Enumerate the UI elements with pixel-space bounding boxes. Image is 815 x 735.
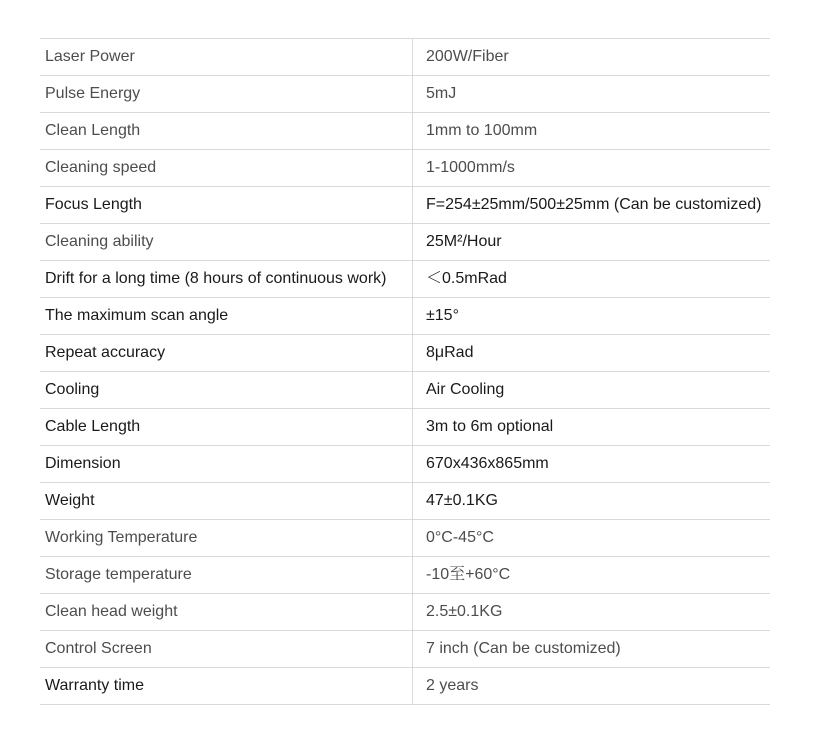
row-value: 0°C-45°C xyxy=(413,520,771,557)
row-label: Cleaning ability xyxy=(40,224,413,261)
row-label: Clean head weight xyxy=(40,594,413,631)
row-value: 47±0.1KG xyxy=(413,483,771,520)
row-label: Working Temperature xyxy=(40,520,413,557)
row-value: 200W/Fiber xyxy=(413,39,771,76)
row-label: Laser Power xyxy=(40,39,413,76)
row-value: -10至+60°C xyxy=(413,557,771,594)
table-row xyxy=(40,372,770,409)
row-value: 25M²/Hour xyxy=(413,224,771,261)
row-value: 3m to 6m optional xyxy=(413,409,771,446)
row-label: Storage temperature xyxy=(40,557,413,594)
table-row xyxy=(40,557,770,594)
row-label: Cleaning speed xyxy=(40,150,413,187)
row-label: Pulse Energy xyxy=(40,76,413,113)
table-row xyxy=(40,631,770,668)
table-row xyxy=(40,76,770,113)
row-label: The maximum scan angle xyxy=(40,298,413,335)
table-row xyxy=(40,594,770,631)
row-value: F=254±25mm/500±25mm (Can be customized) xyxy=(413,187,771,224)
row-label: Control Screen xyxy=(40,631,413,668)
row-value: 7 inch (Can be customized) xyxy=(413,631,771,668)
row-label: Repeat accuracy xyxy=(40,335,413,372)
row-value: 8μRad xyxy=(413,335,771,372)
row-label: Cable Length xyxy=(40,409,413,446)
row-value: 2 years xyxy=(413,668,771,705)
row-label: Clean Length xyxy=(40,113,413,150)
table-row xyxy=(40,335,770,372)
table-row xyxy=(40,187,770,224)
table-row xyxy=(40,520,770,557)
row-value: 670x436x865mm xyxy=(413,446,771,483)
table-row xyxy=(40,483,770,520)
table-row xyxy=(40,39,770,76)
table-row xyxy=(40,113,770,150)
row-label: Focus Length xyxy=(40,187,413,224)
row-label: Drift for a long time (8 hours of continuous work) xyxy=(40,261,413,298)
table-row xyxy=(40,668,770,705)
row-label: Warranty time xyxy=(40,668,413,705)
row-value: Air Cooling xyxy=(413,372,771,409)
table-row xyxy=(40,150,770,187)
table-row xyxy=(40,298,770,335)
row-label: Weight xyxy=(40,483,413,520)
row-label: Dimension xyxy=(40,446,413,483)
row-value: 1mm to 100mm xyxy=(413,113,771,150)
table-row xyxy=(40,261,770,298)
table-row xyxy=(40,446,770,483)
row-value: 5mJ xyxy=(413,76,771,113)
table-row xyxy=(40,224,770,261)
row-value: 2.5±0.1KG xyxy=(413,594,771,631)
row-value: ＜0.5mRad xyxy=(413,261,771,298)
row-label: Cooling xyxy=(40,372,413,409)
table-row xyxy=(40,409,770,446)
row-value: ±15° xyxy=(413,298,771,335)
row-value: 1-1000mm/s xyxy=(413,150,771,187)
spec-table xyxy=(40,38,770,705)
